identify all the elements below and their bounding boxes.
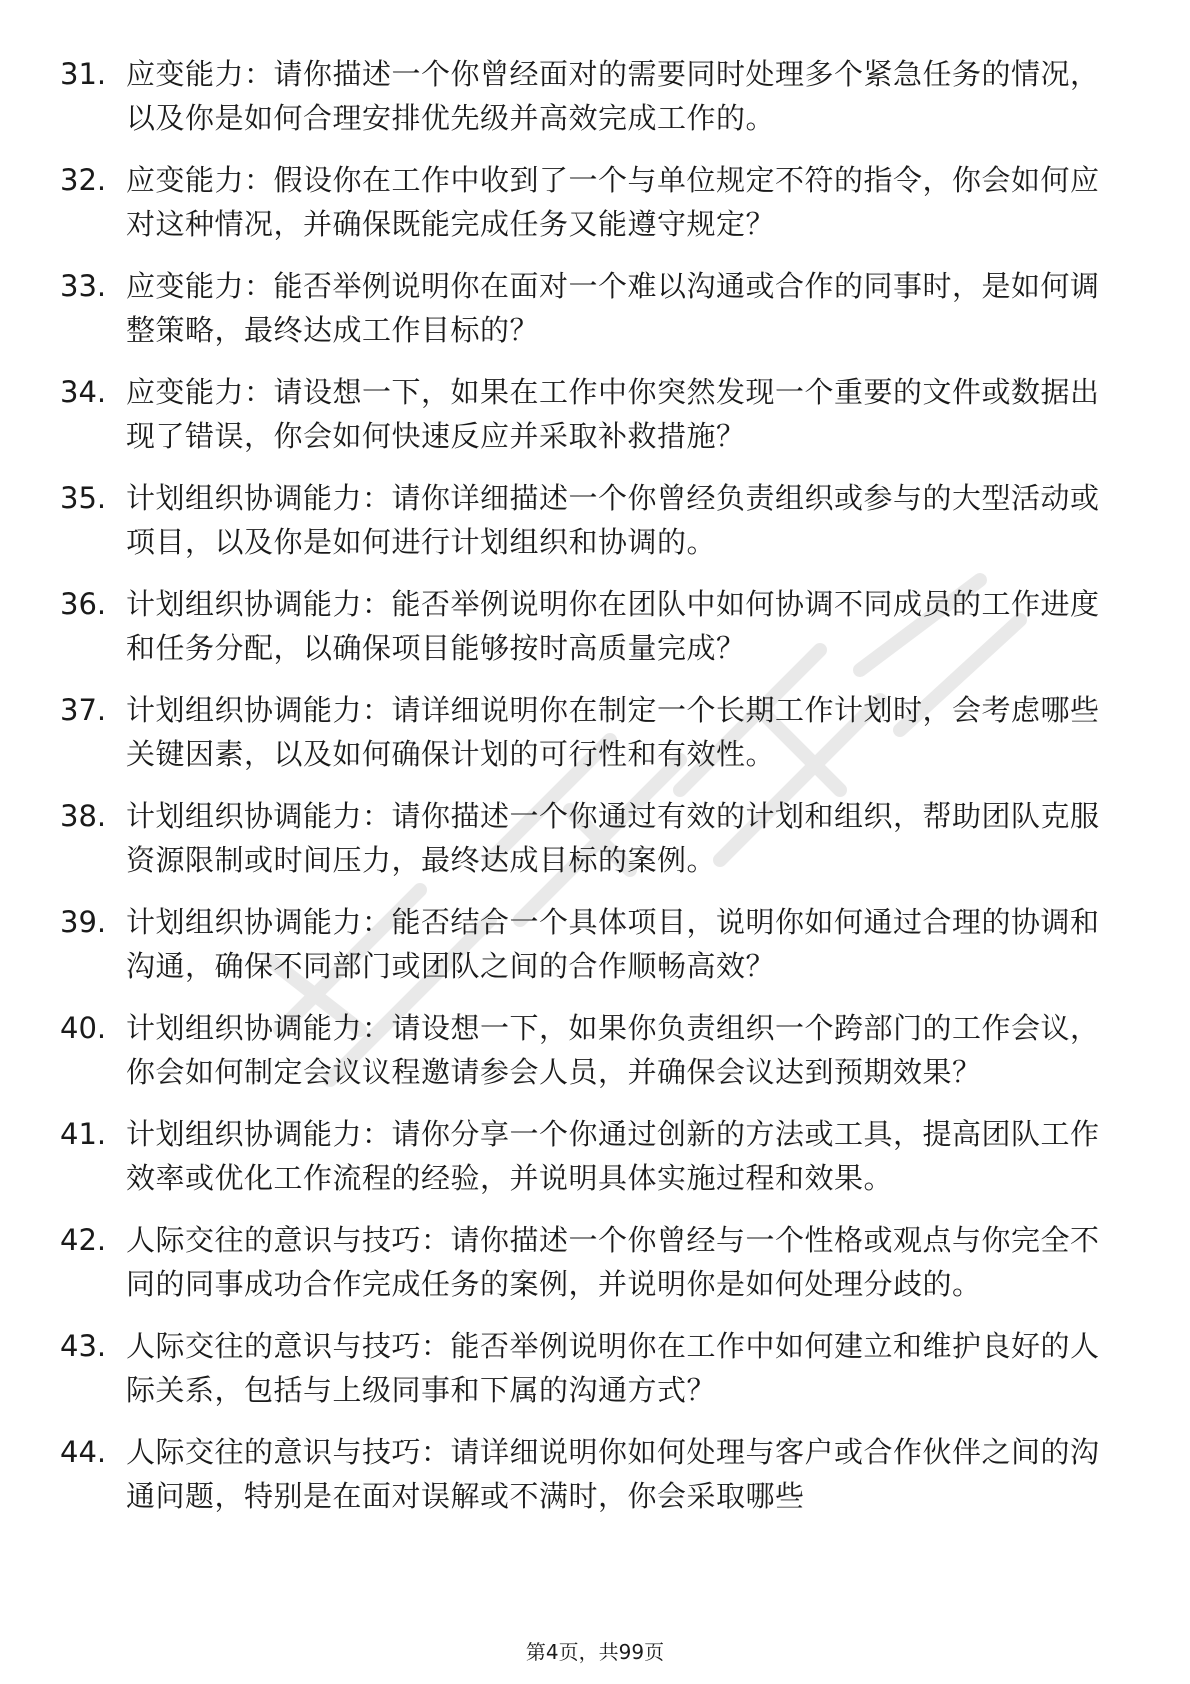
- question-item: [60, 582, 1120, 670]
- question-item: [60, 476, 1120, 564]
- question-number: 41.: [60, 1117, 107, 1151]
- question-number: 32.: [60, 163, 107, 197]
- question-item: [60, 1112, 1120, 1200]
- question-item: [60, 1430, 1120, 1518]
- question-item: [60, 158, 1120, 246]
- question-item: [60, 1218, 1120, 1306]
- question-item: [60, 1324, 1120, 1412]
- question-number: 36.: [60, 587, 107, 621]
- question-text: 计划组织协调能力：能否举例说明你在团队中如何协调不同成员的工作进度和任务分配，以确保项目能够按时高质量完成？: [126, 587, 1100, 665]
- question-number: 40.: [60, 1011, 107, 1045]
- page-number-footer: 第4页，共99页: [525, 1640, 665, 1664]
- question-number: 43.: [60, 1329, 107, 1363]
- question-text: 计划组织协调能力：能否结合一个具体项目，说明你如何通过合理的协调和沟通，确保不同部门或团队之间的合作顺畅高效？: [126, 905, 1100, 983]
- question-item: [60, 1006, 1120, 1094]
- question-text: 人际交往的意识与技巧：能否举例说明你在工作中如何建立和维护良好的人际关系，包括与上级同事和下属的沟通方式？: [126, 1329, 1100, 1407]
- question-number: 38.: [60, 799, 107, 833]
- question-text: 应变能力：请设想一下，如果在工作中你突然发现一个重要的文件或数据出现了错误，你会如何快速反应并采取补救措施？: [126, 375, 1100, 453]
- question-text: 人际交往的意识与技巧：请你描述一个你曾经与一个性格或观点与你完全不同的同事成功合作完成任务的案例，并说明你是如何处理分歧的。: [126, 1223, 1100, 1301]
- question-item: [60, 264, 1120, 352]
- question-number: 33.: [60, 269, 107, 303]
- question-text: 计划组织协调能力：请你详细描述一个你曾经负责组织或参与的大型活动或项目，以及你是如何进行计划组织和协调的。: [126, 481, 1100, 559]
- question-list: [60, 52, 1120, 1536]
- question-text: 计划组织协调能力：请你描述一个你通过有效的计划和组织，帮助团队克服资源限制或时间压力，最终达成目标的案例。: [126, 799, 1100, 877]
- question-text: 应变能力：能否举例说明你在面对一个难以沟通或合作的同事时，是如何调整策略，最终达成工作目标的？: [126, 269, 1100, 347]
- question-text: 计划组织协调能力：请你分享一个你通过创新的方法或工具，提高团队工作效率或优化工作流程的经验，并说明具体实施过程和效果。: [126, 1117, 1100, 1195]
- question-text: 应变能力：请你描述一个你曾经面对的需要同时处理多个紧急任务的情况，以及你是如何合理安排优先级并高效完成工作的。: [126, 57, 1100, 135]
- question-number: 35.: [60, 481, 107, 515]
- question-item: [60, 370, 1120, 458]
- question-text: 应变能力：假设你在工作中收到了一个与单位规定不符的指令，你会如何应对这种情况，并确保既能完成任务又能遵守规定？: [126, 163, 1100, 241]
- question-text: 计划组织协调能力：请详细说明你在制定一个长期工作计划时，会考虑哪些关键因素，以及如何确保计划的可行性和有效性。: [126, 693, 1100, 771]
- question-item: [60, 52, 1120, 140]
- question-text: 人际交往的意识与技巧：请详细说明你如何处理与客户或合作伙伴之间的沟通问题，特别是在面对误解或不满时，你会采取哪些: [126, 1435, 1100, 1513]
- question-number: 31.: [60, 57, 107, 91]
- question-number: 34.: [60, 375, 107, 409]
- question-number: 44.: [60, 1435, 107, 1469]
- question-item: [60, 900, 1120, 988]
- question-text: 计划组织协调能力：请设想一下，如果你负责组织一个跨部门的工作会议，你会如何制定会议议程邀请参会人员，并确保会议达到预期效果？: [126, 1011, 1100, 1089]
- question-number: 37.: [60, 693, 107, 727]
- question-number: 42.: [60, 1223, 107, 1257]
- question-item: [60, 794, 1120, 882]
- question-number: 39.: [60, 905, 107, 939]
- question-item: [60, 688, 1120, 776]
